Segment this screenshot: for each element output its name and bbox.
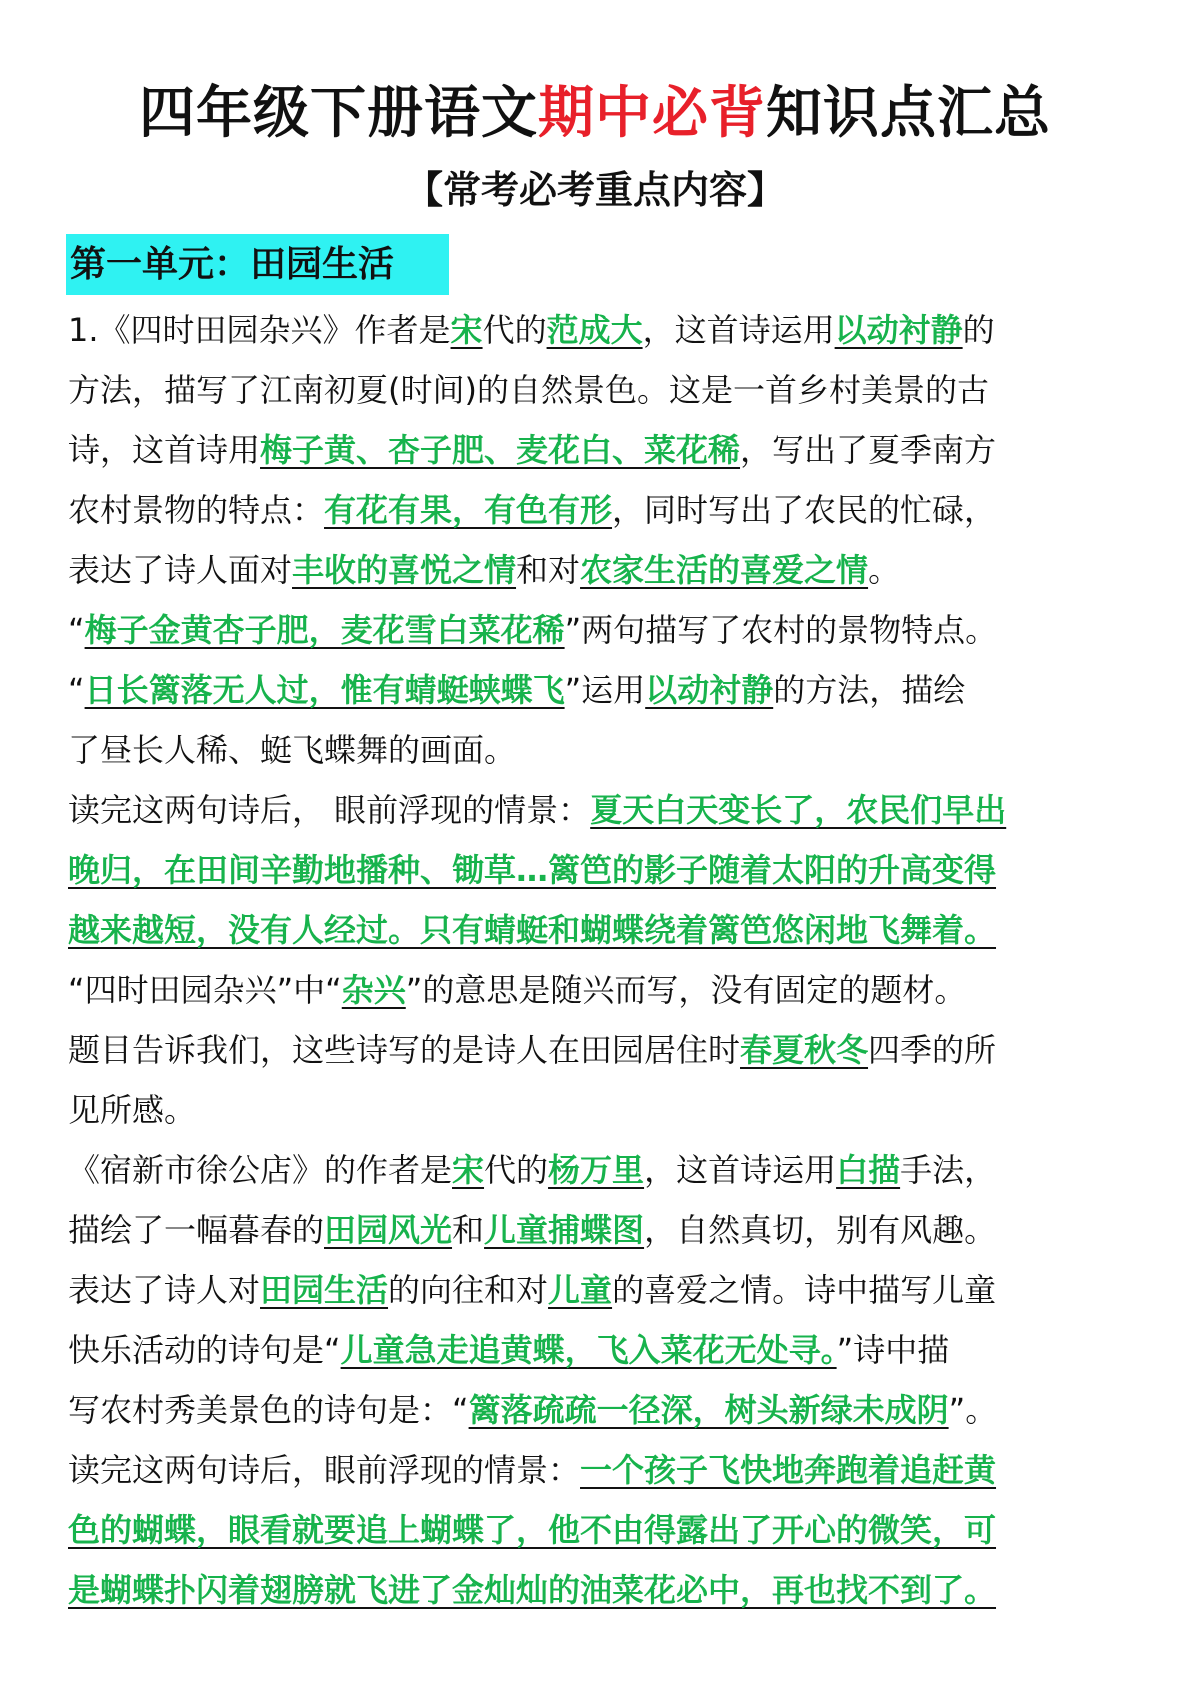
body-text: 1.《四时田园杂兴》作者是 — [68, 311, 451, 349]
key-term: 宋 — [452, 1151, 485, 1189]
text-line — [68, 660, 1128, 720]
key-term: 杨万里 — [548, 1151, 645, 1189]
body-text: 和 — [452, 1211, 485, 1249]
body-text: ”运用 — [564, 671, 646, 709]
body-text: 《宿新市徐公店》的作者是 — [68, 1151, 453, 1189]
body-text: 的喜爱之情。诗中描写儿童 — [612, 1271, 997, 1309]
key-term: 梅子黄、杏子肥、麦花白、菜花稀 — [260, 431, 741, 469]
body-text: 的方法，描绘 — [773, 671, 966, 709]
body-text: “ — [68, 611, 85, 649]
body-text: 诗，这首诗用 — [68, 431, 261, 469]
body-text: ，写出了夏季南方 — [740, 431, 997, 469]
body-text: 见所感。 — [68, 1091, 197, 1129]
key-term: 日长篱落无人过，惟有蜻蜓蛱蝶飞 — [84, 671, 565, 709]
text-line — [68, 1500, 1128, 1560]
body-text: 表达了诗人对 — [68, 1271, 261, 1309]
body-text: ，这首诗运用 — [642, 311, 835, 349]
text-line — [68, 1260, 1128, 1320]
text-line — [68, 540, 1128, 600]
body-text: 代的 — [482, 311, 547, 349]
body-text: ”诗中描 — [836, 1331, 950, 1369]
key-passage: 越来越短，没有人经过。只有蜻蜓和蝴蝶绕着篱笆悠闲地飞舞着。 — [68, 911, 997, 949]
text-line — [68, 360, 1128, 420]
key-term: 宋 — [450, 311, 483, 349]
key-passage: 一个孩子飞快地奔跑着追赶黄 — [580, 1451, 997, 1489]
body-text: “四时田园杂兴”中“ — [68, 971, 342, 1009]
body-text: 的向往和对 — [388, 1271, 549, 1309]
body-text: “ — [68, 671, 85, 709]
body-text: 代的 — [484, 1151, 549, 1189]
body-text: 了昼长人稀、蜓飞蝶舞的画面。 — [68, 731, 517, 769]
text-line — [68, 900, 1128, 960]
text-line — [68, 420, 1128, 480]
body-text: 写农村秀美景色的诗句是：“ — [68, 1391, 469, 1429]
body-text: ，同时写出了农民的忙碌， — [612, 491, 997, 529]
key-passage: 晚归，在田间辛勤地播种、锄草…篱笆的影子随着太阳的升高变得 — [68, 851, 997, 889]
text-line — [68, 1080, 1128, 1140]
body-text: 农村景物的特点： — [68, 491, 325, 529]
key-term: 范成大 — [546, 311, 643, 349]
key-term: 以动衬静 — [645, 671, 774, 709]
body-text: 方法，描写了江南初夏(时间)的自然景色。这是一首乡村美景的古 — [68, 371, 989, 409]
text-line — [68, 780, 1128, 840]
key-term: 丰收的喜悦之情 — [292, 551, 517, 589]
page-subtitle: 【常考必考重点内容】 — [404, 168, 785, 212]
text-line — [68, 960, 1128, 1020]
text-line — [68, 480, 1128, 540]
key-passage: 夏天白天变长了，农民们早出 — [590, 791, 1007, 829]
key-term: 农家生活的喜爱之情 — [580, 551, 869, 589]
text-line — [68, 300, 1128, 360]
body-text: 题目告诉我们，这些诗写的是诗人在田园居住时 — [68, 1031, 741, 1069]
body-text: 。 — [868, 551, 901, 589]
body-text: ”两句描写了农村的景物特点。 — [564, 611, 998, 649]
title-part-1: 四年级下册语文 — [139, 81, 538, 146]
key-passage: 是蝴蝶扑闪着翅膀就飞进了金灿灿的油菜花必中，再也找不到了。 — [68, 1571, 997, 1609]
key-term: 篱落疏疏一径深，树头新绿未成阴 — [468, 1391, 949, 1429]
body-text: 读完这两句诗后， 眼前浮现的情景： — [68, 791, 591, 829]
key-term: 以动衬静 — [834, 311, 963, 349]
body-text: 描绘了一幅暮春的 — [68, 1211, 325, 1249]
body-text: 和对 — [516, 551, 581, 589]
text-line — [68, 720, 1128, 780]
key-term: 儿童捕蝶图 — [484, 1211, 645, 1249]
text-line — [68, 840, 1128, 900]
body-text: ”。 — [948, 1391, 998, 1429]
text-line — [68, 1200, 1128, 1260]
notes-body — [68, 300, 1128, 1620]
body-text: 的 — [962, 311, 995, 349]
key-passage: 色的蝴蝶，眼看就要追上蝴蝶了，他不由得露出了开心的微笑，可 — [68, 1511, 997, 1549]
body-text: ，这首诗运用 — [644, 1151, 837, 1189]
page-title — [0, 74, 1190, 154]
text-line — [68, 1380, 1128, 1440]
title-part-3: 知识点汇总 — [766, 81, 1051, 146]
key-term: 田园风光 — [324, 1211, 453, 1249]
text-line — [68, 1320, 1128, 1380]
key-term: 有花有果，有色有形 — [324, 491, 613, 529]
body-text: 快乐活动的诗句是“ — [68, 1331, 341, 1369]
body-text: 读完这两句诗后，眼前浮现的情景： — [68, 1451, 581, 1489]
text-line — [68, 1140, 1128, 1200]
title-part-highlight: 期中必背 — [538, 81, 766, 146]
body-text: ，自然真切，别有风趣。 — [644, 1211, 997, 1249]
key-term: 儿童 — [548, 1271, 613, 1309]
text-line — [68, 1560, 1128, 1620]
key-term: 儿童急走追黄蝶，飞入菜花无处寻。 — [340, 1331, 837, 1369]
unit-heading: 第一单元：田园生活 — [66, 234, 449, 295]
text-line — [68, 1020, 1128, 1080]
body-text: 四季的所 — [868, 1031, 997, 1069]
body-text: ”的意思是随兴而写，没有固定的题材。 — [405, 971, 967, 1009]
text-line — [68, 1440, 1128, 1500]
key-term: 杂兴 — [341, 971, 406, 1009]
key-term: 梅子金黄杏子肥，麦花雪白菜花稀 — [84, 611, 565, 649]
key-term: 田园生活 — [260, 1271, 389, 1309]
text-line — [68, 600, 1128, 660]
body-text: 表达了诗人面对 — [68, 551, 293, 589]
body-text: 手法， — [900, 1151, 997, 1189]
key-term: 白描 — [836, 1151, 901, 1189]
key-term: 春夏秋冬 — [740, 1031, 869, 1069]
